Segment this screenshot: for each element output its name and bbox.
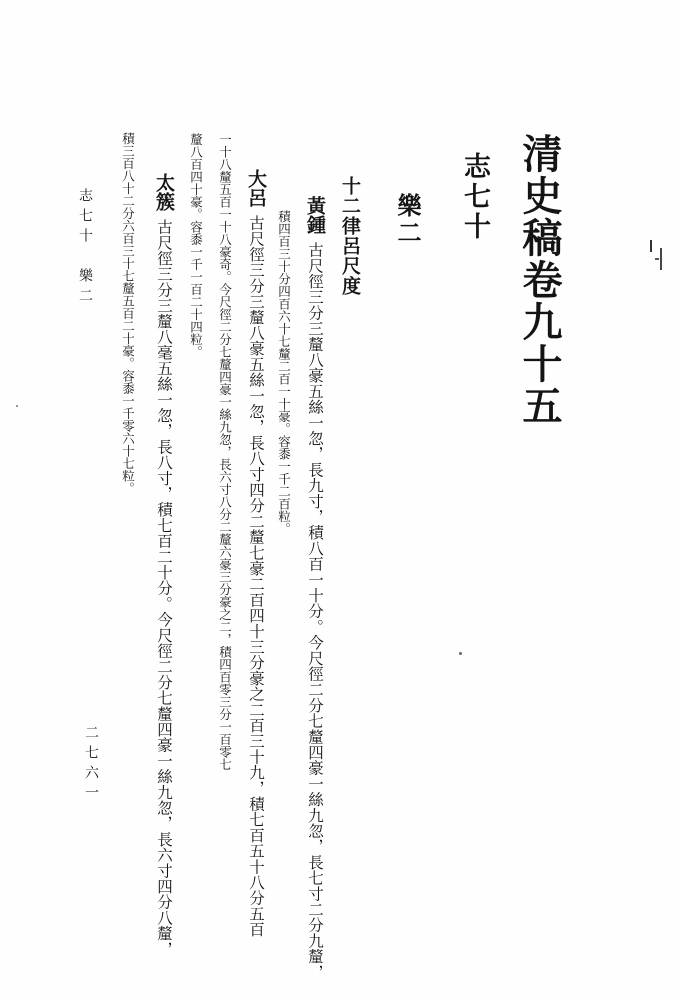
book-title: 清史稿卷九十五 [516, 133, 563, 427]
entry-name: 黃鍾 [304, 196, 326, 234]
scan-mark [655, 258, 659, 260]
entry-huangzhong-col2: 積四百三十分四百六十七釐二百一十豪。容黍一千二百粒。 [276, 210, 292, 535]
volume-heading: 志七十 [459, 152, 490, 242]
entry-name: 太簇 [153, 173, 175, 211]
entry-huangzhong-col1 [305, 196, 324, 980]
entry-taicu-col1 [154, 173, 173, 957]
entry-text: 古尺徑三分三釐八豪五絲一忽，長九寸，積八百一十分。今尺徑二分七釐四豪一絲九忽，長七寸二分九釐， [306, 242, 324, 980]
entry-name: 大呂 [245, 169, 267, 207]
scan-mark [650, 240, 652, 252]
entry-text: 古尺徑三分三釐八毫五絲一忽，長八寸，積七百二十分。今尺徑二分七釐四豪一絲九忽，長六寸四分八釐， [155, 219, 173, 957]
page-number: 二七六一 [83, 725, 99, 805]
running-footer: 志七十 樂二 [77, 188, 93, 308]
subsection-heading: 十二律呂尺度 [339, 176, 361, 296]
entry-dalv-col2: 一十八釐五百一十八豪奇。今尺徑二分七釐四豪一絲九忽，長六寸八分二釐六豪三分豪之二，積四百零三分一百零七 [217, 133, 233, 771]
entry-text: 古尺徑三分三釐八豪五絲一忽，長八寸四分二釐七豪二百四十三分豪之二百三十九，積七百五十八分五百 [247, 215, 265, 938]
entry-taicu-col2: 積三百八十二分六百三十七釐五百二十豪。容黍一千零六十七粒。 [120, 132, 136, 495]
entry-dalv-col3: 釐八百四十豪。容黍一千一百二十四粒。 [188, 133, 204, 358]
entry-dalv-col1 [246, 169, 265, 937]
scan-mark [16, 405, 18, 407]
section-heading: 樂二 [393, 193, 422, 247]
scan-mark [459, 652, 462, 655]
scan-mark [660, 248, 662, 270]
